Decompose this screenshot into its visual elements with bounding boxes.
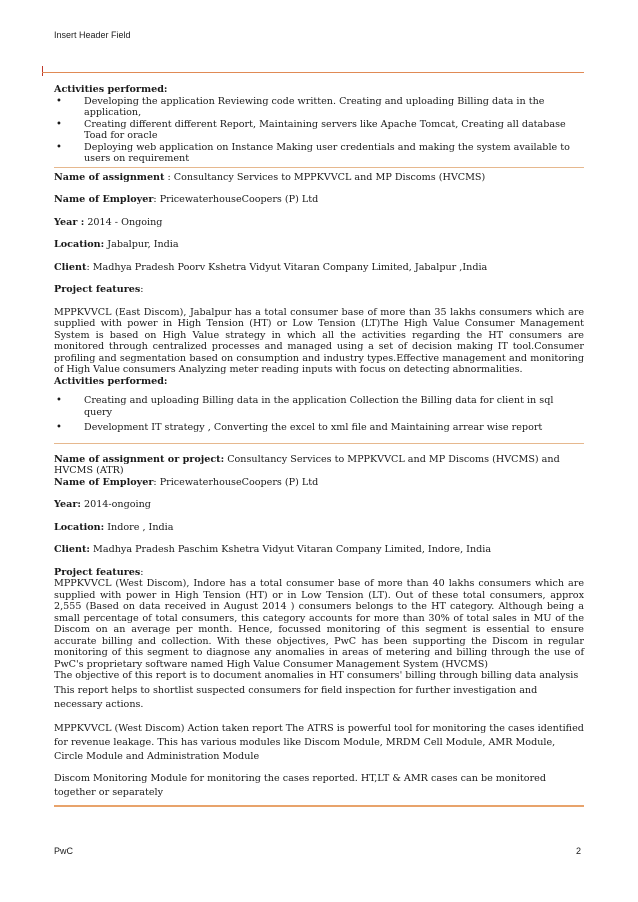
- project-features-text: MPPKVVCL (West Discom), Indore has a total consumer base of more than 40 lakhs consumers which are supplied with power in High Tension (HT) or in Low Tension (LT). Out of these total consumers, approx 2,555 (Based on data received in August 2014 ) consumers belongs to the HT category. Although being a small percentage of total consumers, this category accounts for more than 30% of total sales in MU of the Discom on an average per month. Hence, focussed monitoring of this segment is essential to ensure accurate billing and collection. With these objectives, PwC has been supporting the Discom in regular monitoring of this segment to diagnose any anomalies in areas of metering and billing through the use of PwC's proprietary software named High Value Consumer Management System (HVCMS): [54, 578, 584, 670]
- list-item: • Creating different different Report, Maintaining servers like Apache Tomcat, Creating all database Toad for oracle: [54, 119, 584, 142]
- year-label: Year:: [54, 499, 81, 510]
- page-number: 2: [576, 846, 582, 856]
- employer-label: Name of Employer: [54, 476, 154, 488]
- assignment-name-label: Name of assignment or project:: [54, 453, 225, 465]
- project-features-colon: :: [140, 284, 144, 295]
- year-value: 2014-ongoing: [80, 499, 151, 510]
- year-label: Year :: [54, 216, 85, 228]
- activities-heading: Activities performed:: [54, 375, 168, 387]
- assignment-name: [54, 172, 584, 184]
- list-item: • Deploying web application on Instance Making user credentials and making the system available to users on requirement: [54, 142, 584, 165]
- activities-heading: Activities performed:: [54, 84, 168, 95]
- activities-list: [54, 96, 584, 165]
- location-label: Location:: [54, 239, 105, 250]
- employer-label: Name of Employer: [54, 194, 154, 205]
- client: [54, 262, 584, 274]
- year-value: 2014 - Ongoing: [84, 216, 163, 228]
- location-value: Jabalpur, India: [104, 239, 179, 250]
- margin-marker: [42, 66, 43, 76]
- list-item: • Development IT strategy , Converting the excel to xml file and Maintaining arrear wise report: [54, 422, 584, 434]
- employer: [54, 477, 584, 489]
- atrs-description: MPPKVVCL (West Discom) Action taken report The ATRS is powerful tool for monitoring the cases identified for revenue leakage. This has various modules like Discom Module, MRDM Cell Module, AMR Module, Circle Module and Administration Module: [54, 722, 584, 762]
- location: [54, 239, 584, 251]
- employer-value: : PricewaterhouseCoopers (P) Ltd: [153, 476, 319, 488]
- list-item: • Developing the application Reviewing code written. Creating and uploading Billing data in the application,: [54, 96, 584, 119]
- footer-company: PwC: [54, 846, 74, 856]
- list-item: • Creating and uploading Billing data in the application Collection the Billing data for client in sql query: [54, 395, 584, 418]
- location-value: Indore , India: [104, 521, 174, 533]
- top-divider: [42, 72, 584, 73]
- project-features: [54, 567, 584, 579]
- client-label: Client: [54, 261, 87, 273]
- assignment-name-value: : Consultancy Services to MPPKVVCL and MP Discoms (HVCMS): [164, 171, 486, 183]
- employer-value: : PricewaterhouseCoopers (P) Ltd: [153, 194, 319, 205]
- client: [54, 544, 584, 556]
- client-value: Madhya Pradesh Paschim Kshetra Vidyut Vitaran Company Limited, Indore, India: [89, 544, 492, 555]
- section-divider: [54, 805, 584, 807]
- activities-list: [54, 395, 584, 434]
- year: [54, 499, 584, 511]
- assignment-name-label: Name of assignment: [54, 171, 165, 183]
- project-features-label: Project features: [54, 284, 141, 295]
- section-divider: [54, 443, 584, 444]
- report-purpose: This report helps to shortlist suspected consumers for field inspection for further investigation and necessary actions.: [54, 684, 538, 710]
- assignment-name: [54, 454, 584, 477]
- location: [54, 522, 584, 534]
- project-features-label: Project features: [54, 566, 141, 578]
- client-label: Client:: [54, 544, 90, 555]
- header-field: Insert Header Field: [54, 30, 131, 40]
- document-body: [54, 80, 584, 809]
- year: [54, 217, 584, 229]
- location-label: Location:: [54, 521, 105, 533]
- project-features-colon: :: [140, 566, 144, 578]
- discom-module-description: Discom Monitoring Module for monitoring the cases reported. HT,LT & AMR cases can be monitored together or separately: [54, 772, 546, 798]
- client-value: : Madhya Pradesh Poorv Kshetra Vidyut Vitaran Company Limited, Jabalpur ,India: [86, 261, 488, 273]
- assignment-name-value: Consultancy Services to MPPKVVCL and MP Discoms (HVCMS) and HVCMS (ATR): [54, 453, 560, 476]
- employer: [54, 194, 584, 206]
- project-features: [54, 284, 584, 296]
- section-divider: [54, 167, 584, 168]
- report-objective: The objective of this report is to document anomalies in HT consumers' billing through billing data analysis: [54, 670, 579, 681]
- project-features-text: MPPKVVCL (East Discom), Jabalpur has a total consumer base of more than 35 lakhs consumers which are supplied with power in High Tension (HT) or Low Tension (LT)The High Value Consumer Management System is based on High Value strategy in which all the activities regarding the HT consumers are monitored through centralized processes and managed using a set of decision making IT tool.Consumer profiling and segmentation based on consumption and industry types.Effective management and monitoring of High Value consumers Analyzing meter reading inputs with focus on detecting abnormalities.: [54, 306, 584, 375]
